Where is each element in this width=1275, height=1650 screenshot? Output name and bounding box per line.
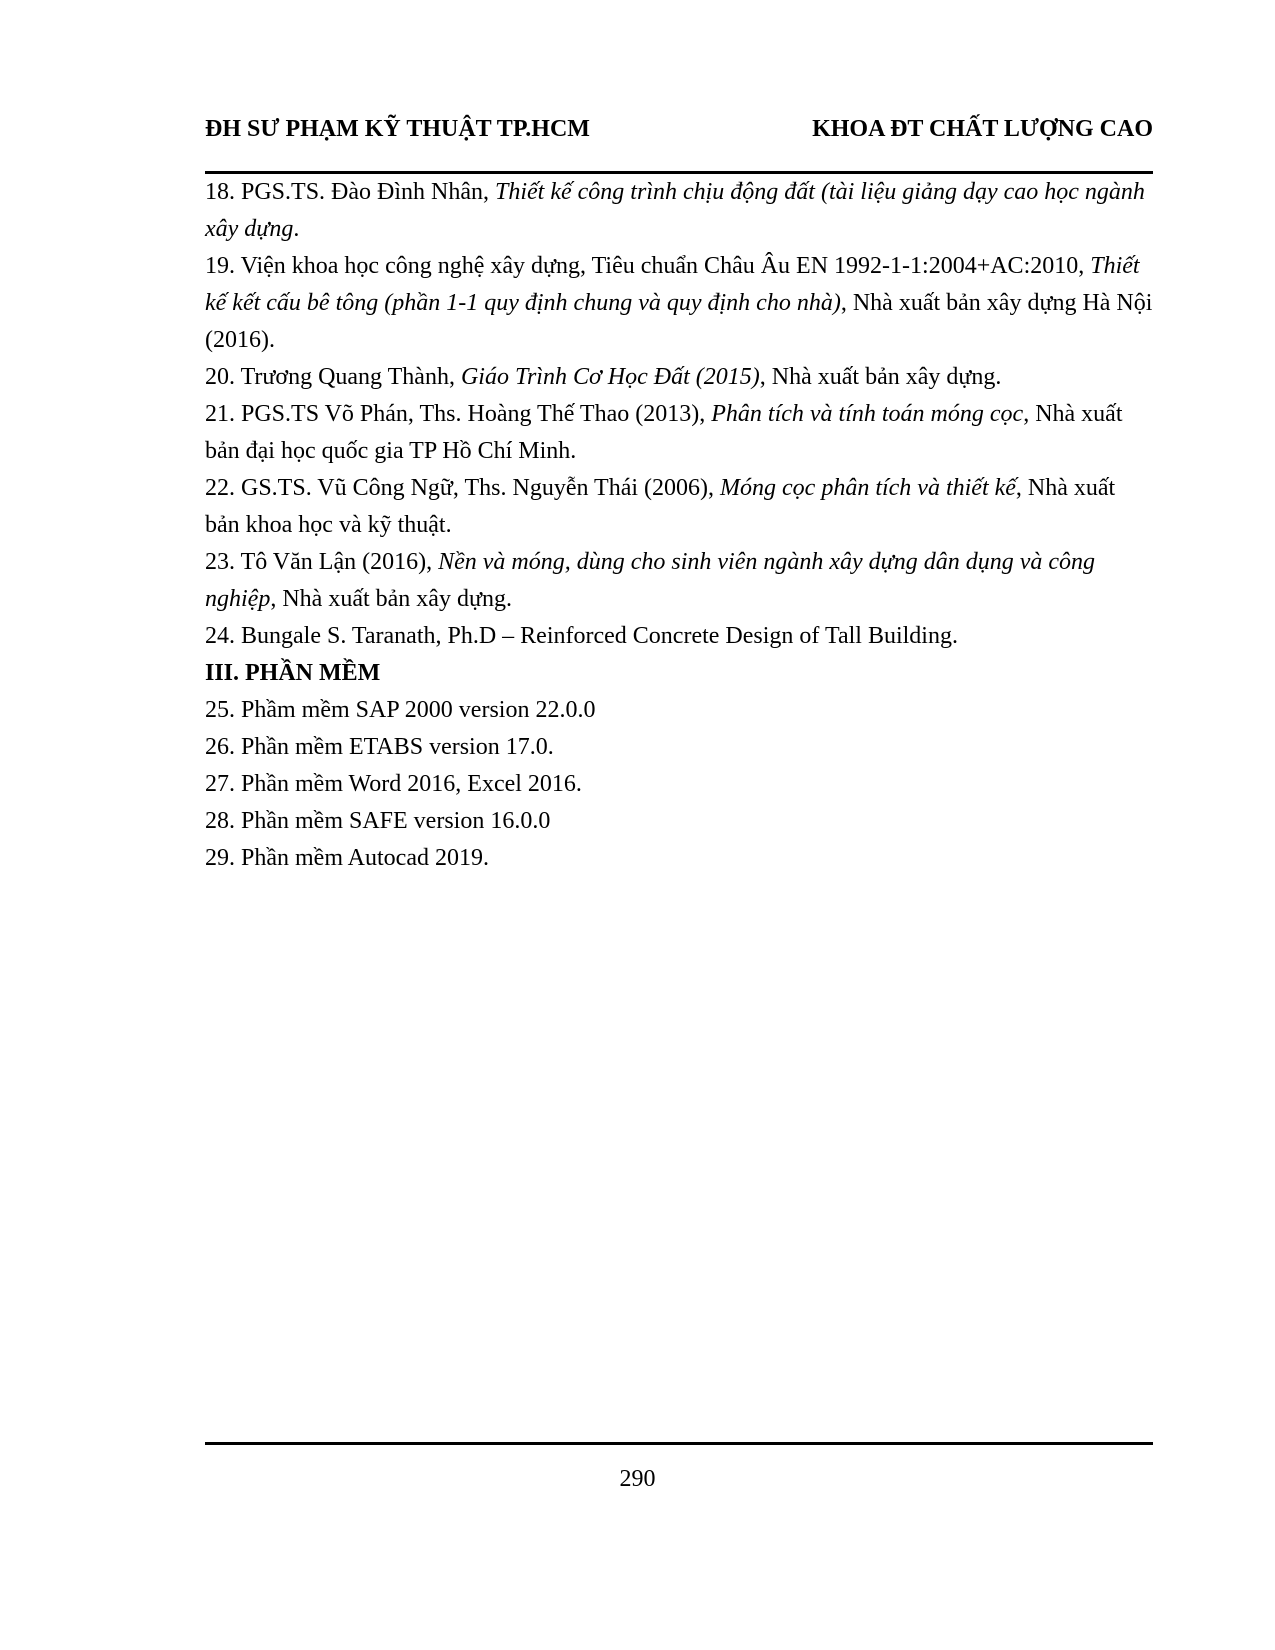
software-item: 28. Phần mềm SAFE version 16.0.0	[205, 808, 551, 834]
software-item: 27. Phần mềm Word 2016, Excel 2016.	[205, 771, 582, 797]
footer-rule	[205, 1442, 1153, 1445]
reference-item: 23. Tô Văn Lận (2016), Nền và móng, dùng cho sinh viên ngành xây dựng dân dụng và công nghiệp, Nhà xuất bản xây dựng.	[205, 549, 1096, 612]
page-number: 290	[619, 1466, 656, 1492]
reference-item: 20. Trương Quang Thành, Giáo Trình Cơ Học Đất (2015), Nhà xuất bản xây dựng.	[205, 364, 1002, 390]
software-item: 26. Phần mềm ETABS version 17.0.	[205, 734, 554, 760]
reference-item: 21. PGS.TS Võ Phán, Ths. Hoàng Thế Thao (2013), Phân tích và tính toán móng cọc, Nhà xuất bản đại học quốc gia TP Hồ Chí Minh.	[205, 401, 1123, 464]
references-content	[205, 174, 1153, 877]
reference-item: 18. PGS.TS. Đào Đình Nhân, Thiết kế công trình chịu động đất (tài liệu giảng dạy cao học ngành xây dựng.	[205, 179, 1145, 242]
reference-item: 22. GS.TS. Vũ Công Ngữ, Ths. Nguyễn Thái (2006), Móng cọc phân tích và thiết kế, Nhà xuất bản khoa học và kỹ thuật.	[205, 475, 1116, 538]
reference-item: 19. Viện khoa học công nghệ xây dựng, Tiêu chuẩn Châu Âu EN 1992-1-1:2004+AC:2010, Thiết kế kết cấu bê tông (phần 1-1 quy định chung và quy định cho nhà), Nhà xuất bản xây dựng Hà Nội (2016).	[205, 253, 1153, 353]
software-item: 25. Phầm mềm SAP 2000 version 22.0.0	[205, 697, 596, 723]
software-item: 29. Phần mềm Autocad 2019.	[205, 845, 489, 871]
header-faculty: KHOA ĐT CHẤT LƯỢNG CAO	[812, 116, 1153, 142]
section-title-software: III. PHẦN MỀM	[205, 660, 381, 686]
header-university: ĐH SƯ PHẠM KỸ THUẬT TP.HCM	[205, 116, 590, 142]
page-header	[205, 108, 1153, 148]
reference-item: 24. Bungale S. Taranath, Ph.D – Reinforced Concrete Design of Tall Building.	[205, 623, 958, 649]
